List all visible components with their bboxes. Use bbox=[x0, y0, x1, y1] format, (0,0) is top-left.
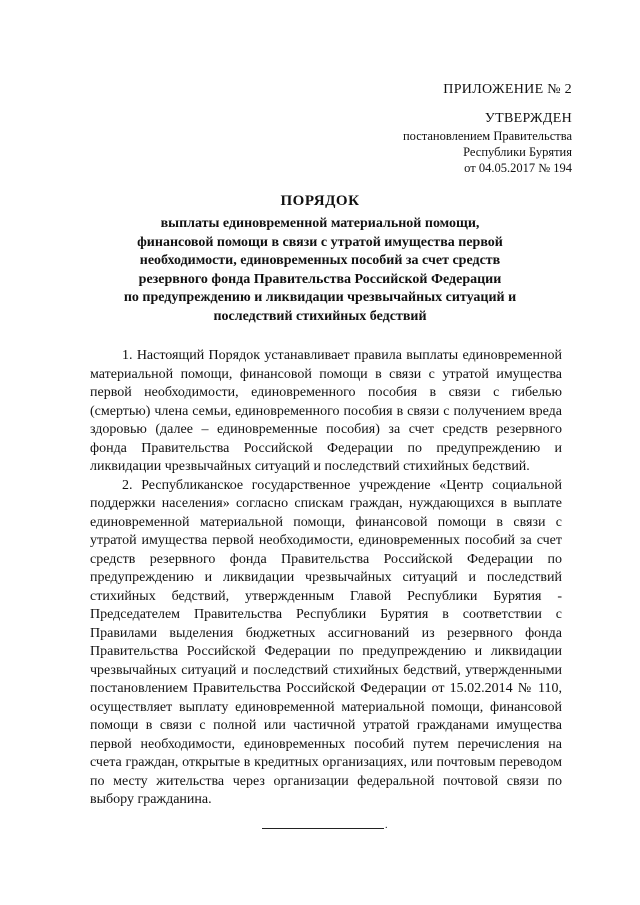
footer-rule bbox=[262, 828, 384, 829]
subtitle-line: последствий стихийных бедствий bbox=[213, 308, 427, 324]
document-subtitle bbox=[110, 215, 530, 326]
subtitle-line: необходимости, единовременных пособий за счет средств bbox=[139, 253, 501, 268]
paragraph-2: 2. Республиканское государственное учреждение «Центр социальной поддержки населения» согласно спискам граждан, нуждающихся в выплате единовременной материальной помощи, финансовой помощи в связи с утратой имущества первой необходимости, единовременных пособий за счет средств резервного фонда Правительства Российской Федерации по предупреждению и ликвидации чрезвычайных ситуаций и последствий стихийных бедствий, утвержденным Главой Республики Бурятия - Председателем Правительства Республики Бурятия в соответствии с Правилами выделения бюджетных ассигнований из резервного фонда Правительства Российской Федерации по предупреждению и ликвидации чрезвычайных ситуаций и последствий стихийных бедствий, утвержденными постановлением Правительства Российской Федерации от 15.02.2014 № 110, осуществляет выплату единовременной материальной помощи, финансовой помощи в связи с полной или частичной утратой гражданами имущества первой необходимости, единовременных пособий путем перечисления на счета граждан, открытые в кредитных организациях, или почтовым переводом по месту жительства через организации федеральной почтовой связи по выбору гражданина. bbox=[90, 477, 562, 807]
document-title: ПОРЯДОК bbox=[280, 193, 360, 209]
subtitle-line: выплаты единовременной материальной помощи, bbox=[160, 216, 480, 231]
approved-label: УТВЕРЖДЕН bbox=[484, 111, 572, 126]
subtitle-line: финансовой помощи в связи с утратой имущества первой bbox=[137, 234, 503, 250]
appendix-label: ПРИЛОЖЕНИЕ № 2 bbox=[443, 82, 572, 97]
paragraph-1: 1. Настоящий Порядок устанавливает правила выплаты единовременной материальной помощи, финансовой помощи в связи с утратой имущества первой необходимости, единовременного пособия в связи с гибелью (смертью) члена семьи, единовременного пособия в связи с получением вреда здоровью (далее – единовременные пособия) за счет средств резервного фонда Правительства Российской Федерации по предупреждению и ликвидации чрезвычайных ситуаций и последствий стихийных бедствий. bbox=[90, 348, 562, 474]
approved-by-line-1: постановлением Правительства bbox=[402, 129, 572, 143]
document-body bbox=[90, 347, 562, 810]
subtitle-line: резервного фонда Правительства Российской Федерации bbox=[138, 271, 502, 287]
approved-date: от 04.05.2017 № 194 bbox=[464, 161, 572, 175]
approval-block bbox=[403, 110, 572, 176]
approved-by-line-2: Республики Бурятия bbox=[463, 145, 572, 159]
footer-dot: . bbox=[385, 820, 388, 831]
subtitle-line: по предупреждению и ликвидации чрезвычайных ситуаций и bbox=[123, 290, 517, 305]
